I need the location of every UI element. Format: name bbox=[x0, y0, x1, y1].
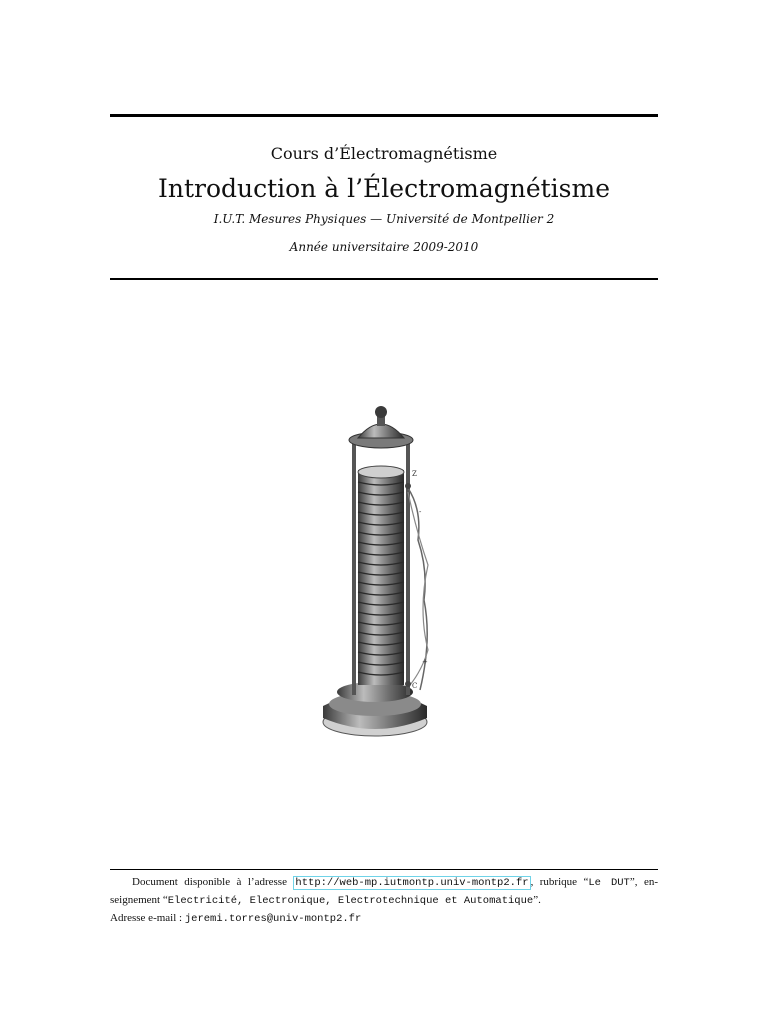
footnote-rule bbox=[110, 869, 658, 870]
minus-label: - bbox=[419, 508, 422, 516]
copper-terminal-label: C bbox=[412, 682, 418, 690]
institution: I.U.T. Mesures Physiques — Université de Montpellier 2 bbox=[213, 212, 555, 226]
course-name: Cours d’Électromagnétisme bbox=[270, 144, 498, 163]
email-address[interactable]: jeremi.torres@univ-montp2.fr bbox=[184, 913, 362, 925]
footnote-line-1: Document disponible à l’adresse http://web-mp.iutmontp.univ-montp2.fr , rubrique “Le DUT”, en- bbox=[132, 876, 658, 889]
top-rule bbox=[110, 114, 658, 117]
footnote bbox=[110, 874, 658, 928]
document-url-link[interactable]: http://web-mp.iutmontp.univ-montp2.fr bbox=[295, 877, 529, 889]
footnote-line-3: Adresse e-mail : jeremi.torres@univ-montp2.fr bbox=[110, 912, 362, 925]
section-name: Le DUT bbox=[588, 877, 630, 889]
voltaic-pile-illustration bbox=[300, 400, 470, 750]
course-title: Electricité, Electronique, Electrotechnique et Automatique bbox=[167, 895, 534, 907]
zinc-terminal-label: Z bbox=[412, 470, 417, 478]
bottom-rule bbox=[110, 278, 658, 280]
plus-label: + bbox=[422, 658, 428, 666]
document-title: Introduction à l’Électromagnétisme bbox=[157, 174, 611, 203]
footnote-line-2: seignement “Electricité, Electronique, Electrotechnique et Automatique”. bbox=[110, 894, 541, 907]
academic-year: Année universitaire 2009-2010 bbox=[289, 240, 479, 254]
